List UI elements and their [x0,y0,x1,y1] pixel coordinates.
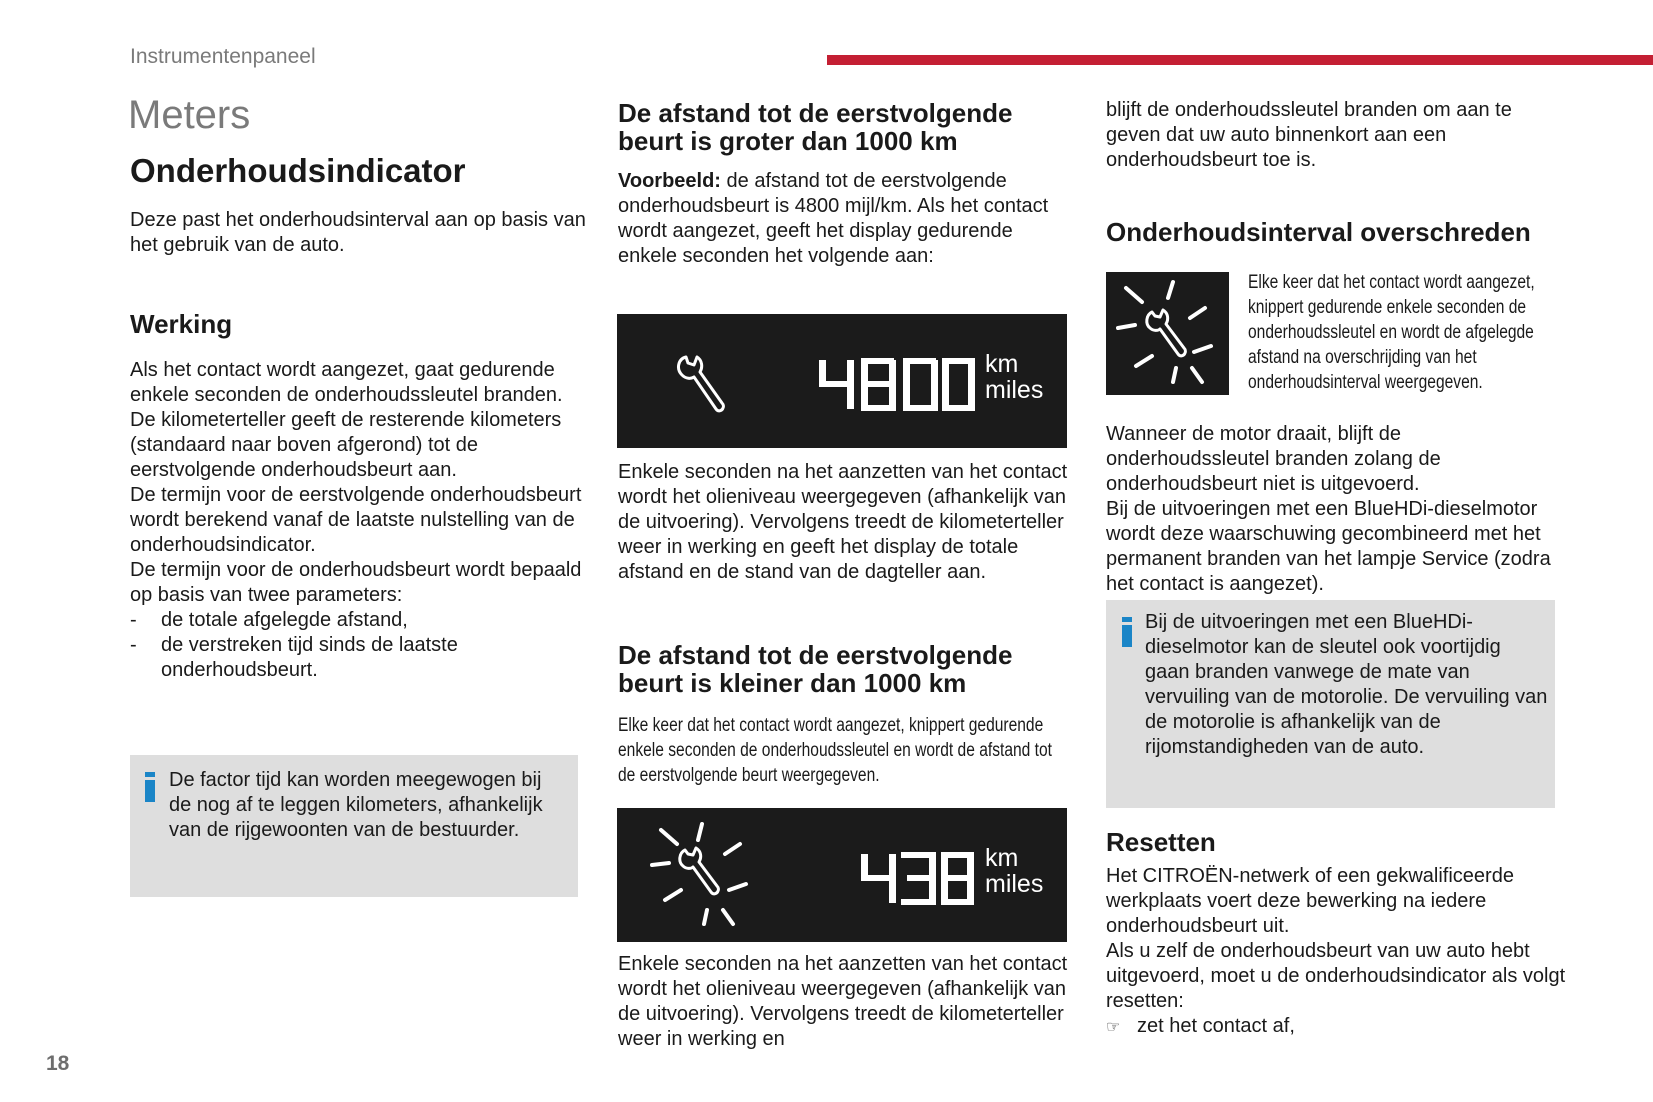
example-text: de afstand tot de eerstvolgende onderhoudsbeurt is 4800 mijl/km. Als het contact wordt aangezet, geeft het display gedurende enkele seconden het volgende aan: [618,170,1049,267]
list-marker: - [130,634,137,656]
intro-paragraph: Deze past het onderhoudsinterval aan op basis van het gebruik van de auto. [130,209,586,256]
flashing-wrench-tile [1106,272,1229,395]
list-item [130,633,590,683]
seven-segment-value [859,837,977,906]
werking-paragraph-2: De termijn voor de eerstvolgende onderhoudsbeurt wordt berekend vanaf de laatste nulstelling van de onderhoudsindicator. [130,484,582,556]
wrench-icon [672,349,732,419]
header-accent-bar [827,55,1653,65]
flashing-wrench-icon [647,820,757,930]
werking-section [130,358,590,683]
parameter-list [130,608,590,683]
example-label: Voorbeeld: [618,170,721,192]
list-marker: - [130,609,137,631]
display-units [985,845,1043,897]
odometer-display-4800 [617,314,1067,448]
list-item-text: de verstreken tijd sinds de laatste onderhoudsbeurt. [161,634,458,681]
overschreden-heading: Onderhoudsinterval overschreden [1106,217,1531,247]
unit-km: km [985,844,1019,872]
seven-segment-value [817,343,977,412]
werking-paragraph-3: De termijn voor de onderhoudsbeurt wordt bepaald op basis van twee parameters: [130,559,582,606]
example-paragraph [618,169,1073,269]
svg-text:438: 438 [859,837,886,854]
unit-km: km [985,350,1019,378]
list-item-text: de totale afgelegde afstand, [161,609,408,631]
unit-miles: miles [985,870,1044,898]
info-box-text: Bij de uitvoeringen met een BlueHDi-dieselmotor kan de sleutel ook voortijdig gaan branden vanwege de mate van vervuiling van de motorolie. De vervuiling van de motorolie is afhankelijk van de rijomstandigheden van de auto. [1145,611,1548,758]
display-units [985,351,1043,403]
after-display-1-paragraph: Enkele seconden na het aanzetten van het contact wordt het olieniveau weergegeven (afhankelijk van de uitvoering). Vervolgens treedt de kilometerteller weer in werking en geeft het display de totale afstand en de stand van de dagteller aan. [618,461,1068,583]
section-title: Meters [128,93,251,137]
motor-section [1106,422,1561,597]
info-icon [1122,617,1132,647]
motor-paragraph-1: Wanneer de motor draait, blijft de onderhoudssleutel branden zolang de onderhoudsbeurt niet is uitgevoerd. [1106,423,1441,495]
smaller-paragraph: Elke keer dat het contact wordt aangezet, knippert gedurende enkele seconden de onderhoudssleutel en wordt de afstand tot de eerstvolgende beurt weergegeven. [618,715,1052,786]
list-item [130,608,590,633]
flashing-wrench-icon [1112,278,1222,388]
resetten-heading: Resetten [1106,827,1216,857]
info-box-bluehdi [1106,600,1555,808]
reset-step-text: zet het contact af, [1137,1015,1295,1037]
overschreden-paragraph: Elke keer dat het contact wordt aangezet, knippert gedurende enkele seconden de onderhoudssleutel en wordt de afgelegde afstand na overschrijding van het onderhoudsinterval weergegeven. [1248,272,1535,393]
reset-step [1106,1014,1566,1040]
svg-text:4800: 4800 [817,343,853,360]
page-number: 18 [46,1052,70,1075]
after-display-2-paragraph: Enkele seconden na het aanzetten van het contact wordt het olieniveau weergegeven (afhankelijk van de uitvoering). Vervolgens treedt de kilometerteller weer in werking en [618,953,1068,1050]
info-box-text: De factor tijd kan worden meegewogen bij de nog af te leggen kilometers, afhankelijk van de rijgewoonten van de bestuurder. [169,769,543,841]
werking-paragraph-1: Als het contact wordt aangezet, gaat gedurende enkele seconden de onderhoudssleutel branden. De kilometerteller geeft de resterende kilometers (standaard naar boven afgerond) tot de eerstvolgende onderhoudsbeurt aan. [130,359,563,481]
unit-miles: miles [985,376,1044,404]
resetten-section [1106,864,1566,1040]
heading-less-than-1000: De afstand tot de eerstvolgende beurt is kleiner dan 1000 km [618,640,1013,698]
running-head: Instrumentenpaneel [130,45,316,68]
werking-heading: Werking [130,309,233,339]
info-box-time-factor [130,755,578,897]
resetten-paragraph-1: Het CITROËN-netwerk of een gekwalificeerde werkplaats voert deze bewerking na iedere onderhoudsbeurt uit. [1106,865,1514,937]
pointing-hand-icon: ☞ [1106,1019,1121,1036]
odometer-display-438 [617,808,1067,942]
continued-paragraph: blijft de onderhoudssleutel branden om aan te geven dat uw auto binnenkort aan een onderhoudsbeurt toe is. [1106,99,1512,171]
heading-greater-than-1000: De afstand tot de eerstvolgende beurt is groter dan 1000 km [618,98,1013,156]
motor-paragraph-2: Bij de uitvoeringen met een BlueHDi-dieselmotor wordt deze waarschuwing gecombineerd met het permanent branden van het lampje Service (zodra het contact is aangezet). [1106,498,1551,595]
info-icon [145,772,155,802]
page-title: Onderhoudsindicator [130,152,466,189]
resetten-paragraph-2: Als u zelf de onderhoudsbeurt van uw auto hebt uitgevoerd, moet u de onderhoudsindicator als volgt resetten: [1106,940,1566,1012]
